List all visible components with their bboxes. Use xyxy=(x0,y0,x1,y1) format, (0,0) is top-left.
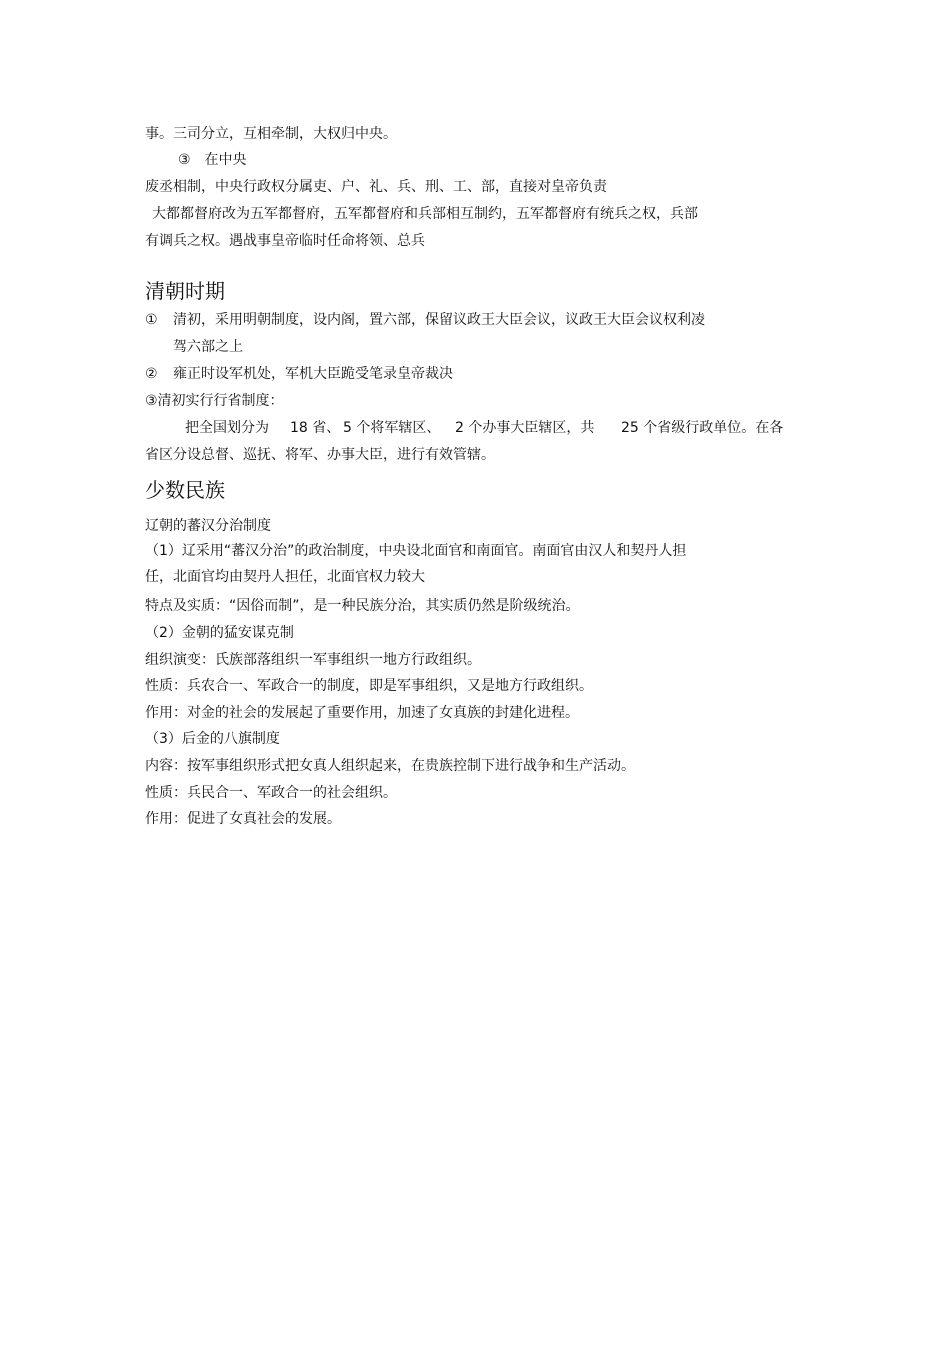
qing-total-units: 25 个省级行政单位。在各 xyxy=(621,420,784,436)
qing-item-2-text: 雍正时设军机处，军机大臣跪受笔录皇帝裁决 xyxy=(173,366,453,382)
qing-governors-line: 省区分设总督、巡抚、将军、办事大臣，进行有效管辖。 xyxy=(145,447,495,463)
jin-organization: 组织演变：氏族部落组织一军事组织一地方行政组织。 xyxy=(145,652,481,668)
qing-minister-districts: 2 个办事大臣辖区，共 xyxy=(455,420,595,436)
minority-heading: 少数民族 xyxy=(145,478,225,502)
qing-item-1-continuation: 驾六部之上 xyxy=(173,339,243,355)
qing-general-districts: 5 个将军辖区、 xyxy=(343,420,441,436)
houjin-title: （3）后金的八旗制度 xyxy=(145,731,280,747)
liao-point-1: （1）辽采用“蕃汉分治”的政治制度，中央设北面官和南面官。南面官由汉人和契丹人担 xyxy=(145,543,687,559)
liao-title: 辽朝的蕃汉分治制度 xyxy=(145,518,271,534)
ming-troop-dispatch-line: 有调兵之权。遇战事皇帝临时任命将领、总兵 xyxy=(145,233,425,249)
houjin-content: 内容：按军事组织形式把女真人组织起来，在贵族控制下进行战争和生产活动。 xyxy=(145,758,635,774)
qing-province-intro: 把全国划分为 xyxy=(185,420,269,436)
houjin-effect: 作用：促进了女真社会的发展。 xyxy=(145,811,341,827)
liao-point-1-continuation: 任，北面官均由契丹人担任，北面官权力较大 xyxy=(145,569,425,585)
jin-nature: 性质：兵农合一、军政合一的制度，即是军事组织，又是地方行政组织。 xyxy=(145,678,593,694)
qing-province-count: 18 省、 xyxy=(290,420,341,436)
qing-heading: 清朝时期 xyxy=(145,279,225,303)
qing-item-1-text: 清初，采用明朝制度，设内阁，置六部，保留议政王大臣会议，议政王大臣会议权利凌 xyxy=(173,312,705,328)
ming-central-item-3: ③ 在中央 xyxy=(178,152,247,168)
qing-item-2-number: ② xyxy=(145,366,158,382)
qing-item-3-text: ③清初实行行省制度： xyxy=(145,393,284,409)
ming-abolish-chancellor-line: 废丞相制，中央行政权分属吏、户、礼、兵、刑、工、部，直接对皇帝负责 xyxy=(145,179,607,195)
jin-title: （2）金朝的猛安谋克制 xyxy=(145,625,294,641)
qing-item-1-number: ① xyxy=(145,312,158,328)
ming-three-offices-line: 事。三司分立，互相牵制，大权归中央。 xyxy=(145,126,397,142)
ming-five-army-line: 大都都督府改为五军都督府，五军都督府和兵部相互制约，五军都督府有统兵之权，兵部 xyxy=(152,206,698,222)
houjin-nature: 性质：兵民合一、军政合一的社会组织。 xyxy=(145,785,397,801)
liao-traits: 特点及实质：“因俗而制”，是一种民族分治，其实质仍然是阶级统治。 xyxy=(145,598,580,614)
jin-effect: 作用：对金的社会的发展起了重要作用，加速了女真族的封建化进程。 xyxy=(145,705,579,721)
